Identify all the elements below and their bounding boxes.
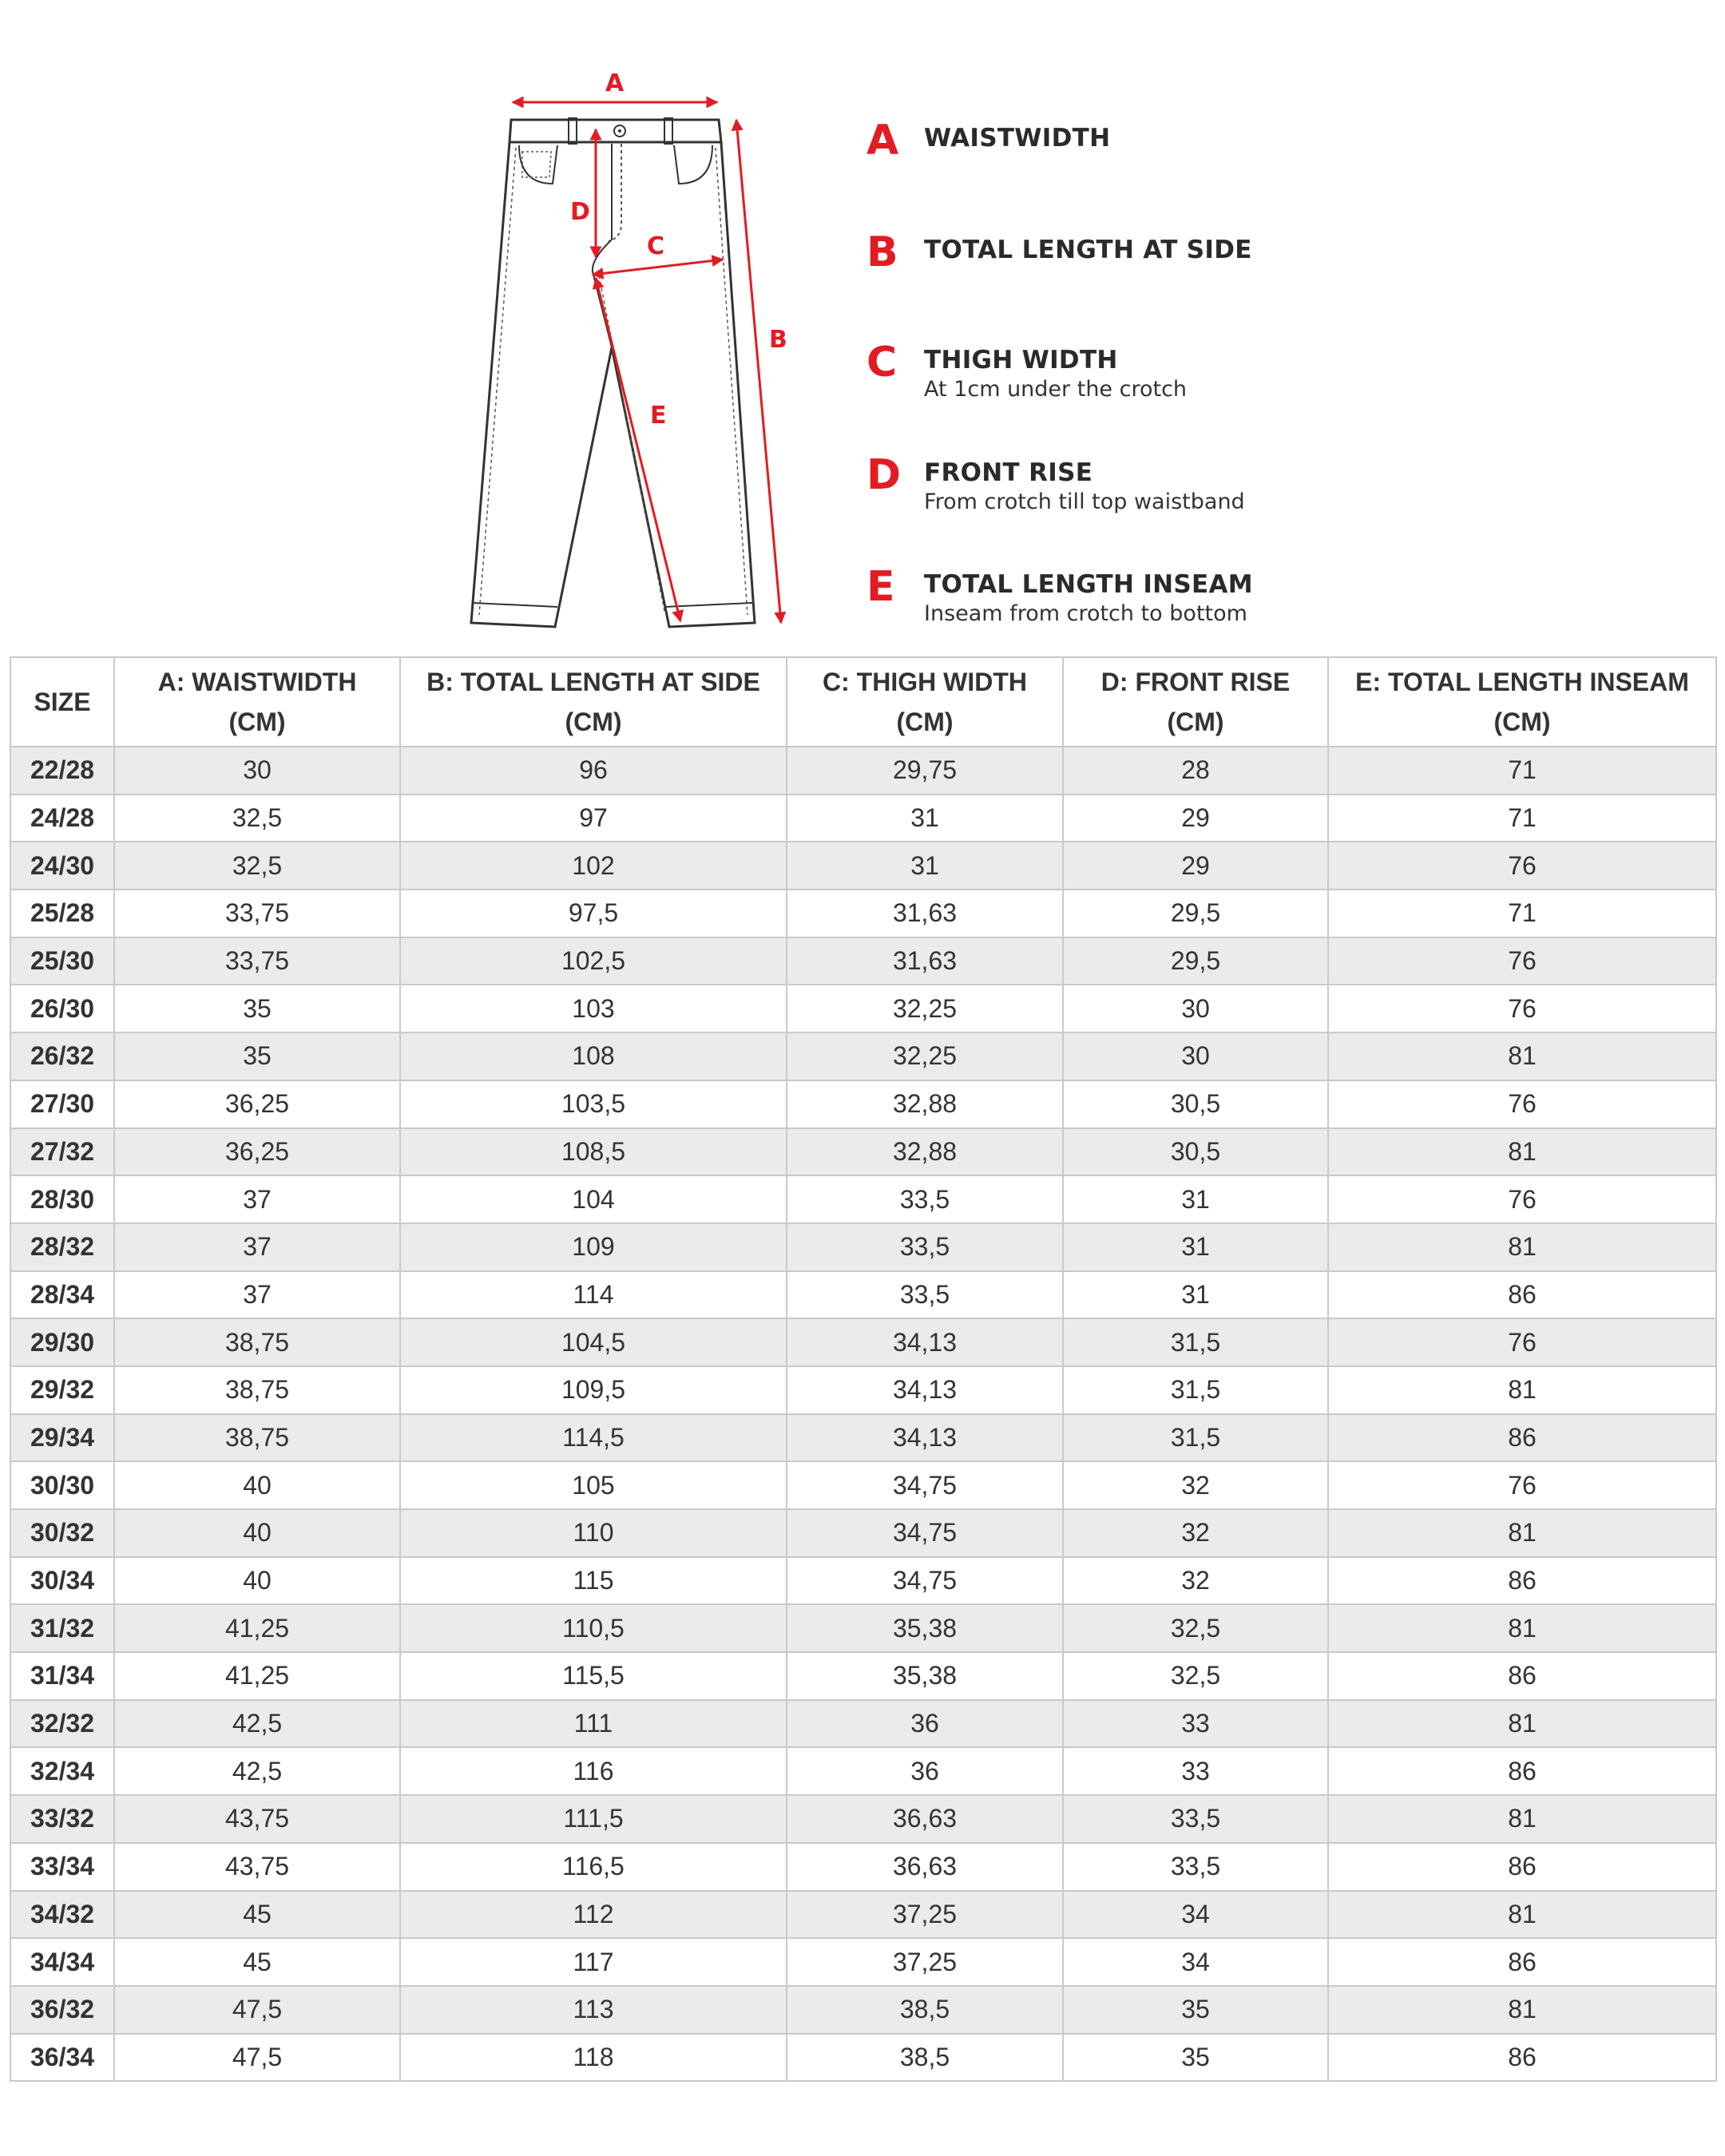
table-row <box>10 747 1716 795</box>
cell-length-inseam: 86 <box>1328 1843 1716 1891</box>
table-row <box>10 1843 1716 1891</box>
cell-thigh-width: 34,13 <box>787 1366 1063 1414</box>
cell-front-rise: 29,5 <box>1063 937 1328 985</box>
cell-front-rise: 30 <box>1063 985 1328 1032</box>
cell-size: 32/32 <box>10 1700 114 1748</box>
table-row <box>10 1938 1716 1986</box>
cell-waistwidth: 38,75 <box>114 1414 400 1462</box>
cell-waistwidth: 38,75 <box>114 1366 400 1414</box>
cell-waistwidth: 36,25 <box>114 1128 400 1176</box>
cell-length-inseam: 81 <box>1328 1986 1716 2034</box>
table-row <box>10 985 1716 1032</box>
cell-waistwidth: 32,5 <box>114 795 400 842</box>
header-thigh-width: C: THIGH WIDTH (CM) <box>787 657 1063 747</box>
table-row <box>10 1032 1716 1080</box>
cell-front-rise: 31 <box>1063 1271 1328 1319</box>
cell-length-inseam: 81 <box>1328 1509 1716 1557</box>
cell-length-side: 104,5 <box>400 1318 787 1366</box>
cell-length-inseam: 71 <box>1328 795 1716 842</box>
table-row <box>10 1891 1716 1939</box>
legend-letter: D <box>866 451 902 499</box>
cell-size: 28/34 <box>10 1271 114 1319</box>
cell-front-rise: 29 <box>1063 842 1328 890</box>
cell-front-rise: 32,5 <box>1063 1652 1328 1700</box>
cell-size: 33/32 <box>10 1795 114 1843</box>
cell-size: 29/32 <box>10 1366 114 1414</box>
cell-waistwidth: 40 <box>114 1557 400 1605</box>
cell-thigh-width: 35,38 <box>787 1652 1063 1700</box>
legend-item-b <box>866 228 1252 276</box>
cell-front-rise: 30 <box>1063 1032 1328 1080</box>
cell-size: 26/30 <box>10 985 114 1032</box>
table-row <box>10 1223 1716 1271</box>
cell-length-side: 114,5 <box>400 1414 787 1462</box>
cell-waistwidth: 37 <box>114 1271 400 1319</box>
cell-size: 25/28 <box>10 890 114 937</box>
cell-length-side: 116 <box>400 1747 787 1795</box>
cell-waistwidth: 40 <box>114 1509 400 1557</box>
cell-front-rise: 31,5 <box>1063 1366 1328 1414</box>
cell-waistwidth: 33,75 <box>114 890 400 937</box>
cell-front-rise: 33 <box>1063 1747 1328 1795</box>
legend-title: FRONT RISE <box>924 458 1093 487</box>
legend-item-d <box>866 451 1245 517</box>
cell-length-inseam: 86 <box>1328 1938 1716 1986</box>
cell-length-side: 102,5 <box>400 937 787 985</box>
cell-length-inseam: 86 <box>1328 2034 1716 2082</box>
cell-size: 27/32 <box>10 1128 114 1176</box>
cell-size: 28/30 <box>10 1175 114 1223</box>
cell-waistwidth: 37 <box>114 1223 400 1271</box>
cell-length-side: 108 <box>400 1032 787 1080</box>
cell-front-rise: 33,5 <box>1063 1843 1328 1891</box>
header-length-inseam: E: TOTAL LENGTH INSEAM (CM) <box>1328 657 1716 747</box>
cell-size: 29/34 <box>10 1414 114 1462</box>
cell-size: 34/34 <box>10 1938 114 1986</box>
cell-length-side: 104 <box>400 1175 787 1223</box>
cell-length-inseam: 81 <box>1328 1032 1716 1080</box>
cell-front-rise: 31 <box>1063 1223 1328 1271</box>
cell-length-inseam: 81 <box>1328 1128 1716 1176</box>
cell-length-inseam: 81 <box>1328 1795 1716 1843</box>
cell-front-rise: 30,5 <box>1063 1080 1328 1128</box>
dimension-letter-e: E <box>650 402 667 430</box>
cell-size: 28/32 <box>10 1223 114 1271</box>
cell-length-inseam: 81 <box>1328 1223 1716 1271</box>
cell-front-rise: 35 <box>1063 2034 1328 2082</box>
cell-front-rise: 29,5 <box>1063 890 1328 937</box>
cell-size: 33/34 <box>10 1843 114 1891</box>
cell-size: 30/30 <box>10 1461 114 1509</box>
table-row <box>10 1747 1716 1795</box>
cell-thigh-width: 32,88 <box>787 1128 1063 1176</box>
table-row <box>10 1366 1716 1414</box>
table-header-row <box>10 657 1716 747</box>
cell-waistwidth: 38,75 <box>114 1318 400 1366</box>
cell-thigh-width: 37,25 <box>787 1938 1063 1986</box>
cell-length-side: 102 <box>400 842 787 890</box>
cell-length-inseam: 76 <box>1328 1318 1716 1366</box>
cell-length-side: 113 <box>400 1986 787 2034</box>
cell-length-side: 118 <box>400 2034 787 2082</box>
cell-front-rise: 31,5 <box>1063 1318 1328 1366</box>
cell-waistwidth: 42,5 <box>114 1747 400 1795</box>
cell-waistwidth: 47,5 <box>114 2034 400 2082</box>
cell-length-side: 116,5 <box>400 1843 787 1891</box>
cell-front-rise: 32,5 <box>1063 1604 1328 1652</box>
size-chart-table <box>10 656 1717 2082</box>
cell-length-side: 114 <box>400 1271 787 1319</box>
cell-thigh-width: 31,63 <box>787 890 1063 937</box>
cell-length-inseam: 86 <box>1328 1652 1716 1700</box>
cell-waistwidth: 36,25 <box>114 1080 400 1128</box>
cell-length-inseam: 86 <box>1328 1271 1716 1319</box>
cell-thigh-width: 29,75 <box>787 747 1063 795</box>
cell-thigh-width: 32,25 <box>787 985 1063 1032</box>
cell-length-side: 103 <box>400 985 787 1032</box>
table-row <box>10 842 1716 890</box>
cell-waistwidth: 45 <box>114 1938 400 1986</box>
cell-thigh-width: 36 <box>787 1747 1063 1795</box>
cell-waistwidth: 43,75 <box>114 1795 400 1843</box>
cell-length-inseam: 81 <box>1328 1366 1716 1414</box>
cell-thigh-width: 38,5 <box>787 1986 1063 2034</box>
cell-length-side: 109 <box>400 1223 787 1271</box>
cell-length-inseam: 76 <box>1328 1080 1716 1128</box>
cell-front-rise: 32 <box>1063 1461 1328 1509</box>
cell-length-side: 97,5 <box>400 890 787 937</box>
cell-thigh-width: 34,13 <box>787 1414 1063 1462</box>
table-row <box>10 1652 1716 1700</box>
legend-title: THIGH WIDTH <box>924 346 1118 375</box>
cell-size: 36/32 <box>10 1986 114 2034</box>
cell-length-side: 111 <box>400 1700 787 1748</box>
cell-length-side: 115 <box>400 1557 787 1605</box>
cell-size: 24/30 <box>10 842 114 890</box>
cell-front-rise: 28 <box>1063 747 1328 795</box>
cell-length-inseam: 86 <box>1328 1557 1716 1605</box>
cell-thigh-width: 35,38 <box>787 1604 1063 1652</box>
cell-length-inseam: 76 <box>1328 937 1716 985</box>
cell-waistwidth: 45 <box>114 1891 400 1939</box>
legend-item-c <box>866 339 1188 404</box>
cell-thigh-width: 32,25 <box>787 1032 1063 1080</box>
header-front-rise: D: FRONT RISE (CM) <box>1063 657 1328 747</box>
cell-size: 25/30 <box>10 937 114 985</box>
cell-size: 34/32 <box>10 1891 114 1939</box>
cell-length-inseam: 81 <box>1328 1700 1716 1748</box>
legend-item-e <box>866 563 1253 628</box>
cell-length-inseam: 71 <box>1328 747 1716 795</box>
jeans-outline-icon <box>455 72 807 647</box>
cell-thigh-width: 33,5 <box>787 1223 1063 1271</box>
cell-length-side: 103,5 <box>400 1080 787 1128</box>
cell-length-side: 115,5 <box>400 1652 787 1700</box>
cell-length-inseam: 71 <box>1328 890 1716 937</box>
legend-letter: E <box>866 563 895 611</box>
cell-thigh-width: 34,75 <box>787 1509 1063 1557</box>
table-row <box>10 1604 1716 1652</box>
cell-thigh-width: 37,25 <box>787 1891 1063 1939</box>
cell-thigh-width: 33,5 <box>787 1175 1063 1223</box>
legend-letter: A <box>866 117 899 164</box>
cell-waistwidth: 32,5 <box>114 842 400 890</box>
cell-length-inseam: 86 <box>1328 1414 1716 1462</box>
header-size: SIZE <box>10 657 114 747</box>
cell-thigh-width: 36,63 <box>787 1795 1063 1843</box>
cell-waistwidth: 30 <box>114 747 400 795</box>
cell-size: 27/30 <box>10 1080 114 1128</box>
table-row <box>10 1700 1716 1748</box>
cell-waistwidth: 37 <box>114 1175 400 1223</box>
cell-size: 36/34 <box>10 2034 114 2082</box>
cell-waistwidth: 47,5 <box>114 1986 400 2034</box>
jeans-measurement-diagram <box>455 72 807 647</box>
cell-front-rise: 29 <box>1063 795 1328 842</box>
cell-waistwidth: 42,5 <box>114 1700 400 1748</box>
cell-front-rise: 33,5 <box>1063 1795 1328 1843</box>
cell-length-inseam: 76 <box>1328 842 1716 890</box>
table-row <box>10 1795 1716 1843</box>
legend-title: TOTAL LENGTH INSEAM <box>924 570 1253 599</box>
cell-waistwidth: 33,75 <box>114 937 400 985</box>
cell-length-inseam: 76 <box>1328 1175 1716 1223</box>
table-row <box>10 1175 1716 1223</box>
cell-size: 29/30 <box>10 1318 114 1366</box>
cell-size: 31/34 <box>10 1652 114 1700</box>
cell-thigh-width: 38,5 <box>787 2034 1063 2082</box>
cell-waistwidth: 41,25 <box>114 1604 400 1652</box>
cell-length-inseam: 86 <box>1328 1747 1716 1795</box>
cell-size: 24/28 <box>10 795 114 842</box>
cell-front-rise: 31,5 <box>1063 1414 1328 1462</box>
cell-length-side: 111,5 <box>400 1795 787 1843</box>
cell-waistwidth: 40 <box>114 1461 400 1509</box>
cell-length-inseam: 76 <box>1328 985 1716 1032</box>
cell-thigh-width: 36 <box>787 1700 1063 1748</box>
cell-thigh-width: 36,63 <box>787 1843 1063 1891</box>
table-row <box>10 1986 1716 2034</box>
header-waistwidth: A: WAISTWIDTH (CM) <box>114 657 400 747</box>
header-length-side: B: TOTAL LENGTH AT SIDE (CM) <box>400 657 787 747</box>
table-row <box>10 795 1716 842</box>
legend-letter: B <box>866 228 898 276</box>
cell-thigh-width: 31,63 <box>787 937 1063 985</box>
table-row <box>10 937 1716 985</box>
cell-thigh-width: 31 <box>787 795 1063 842</box>
table-row <box>10 1461 1716 1509</box>
cell-front-rise: 32 <box>1063 1557 1328 1605</box>
cell-length-side: 112 <box>400 1891 787 1939</box>
cell-front-rise: 31 <box>1063 1175 1328 1223</box>
cell-front-rise: 34 <box>1063 1891 1328 1939</box>
cell-front-rise: 30,5 <box>1063 1128 1328 1176</box>
legend-subtitle: Inseam from crotch to bottom <box>924 601 1247 626</box>
cell-length-side: 117 <box>400 1938 787 1986</box>
cell-thigh-width: 32,88 <box>787 1080 1063 1128</box>
cell-front-rise: 33 <box>1063 1700 1328 1748</box>
table-row <box>10 1509 1716 1557</box>
cell-size: 22/28 <box>10 747 114 795</box>
cell-thigh-width: 34,13 <box>787 1318 1063 1366</box>
cell-length-side: 97 <box>400 795 787 842</box>
cell-size: 26/32 <box>10 1032 114 1080</box>
cell-size: 30/32 <box>10 1509 114 1557</box>
cell-length-side: 109,5 <box>400 1366 787 1414</box>
cell-length-side: 110 <box>400 1509 787 1557</box>
dimension-letter-d: D <box>570 198 590 226</box>
cell-length-inseam: 81 <box>1328 1891 1716 1939</box>
cell-length-inseam: 76 <box>1328 1461 1716 1509</box>
table-row <box>10 1557 1716 1605</box>
cell-length-side: 110,5 <box>400 1604 787 1652</box>
legend-subtitle: From crotch till top waistband <box>924 489 1245 514</box>
table-row <box>10 2034 1716 2082</box>
legend-letter: C <box>866 339 898 386</box>
cell-length-side: 105 <box>400 1461 787 1509</box>
cell-thigh-width: 31 <box>787 842 1063 890</box>
cell-waistwidth: 35 <box>114 985 400 1032</box>
cell-length-side: 96 <box>400 747 787 795</box>
cell-front-rise: 35 <box>1063 1986 1328 2034</box>
legend-title: TOTAL LENGTH AT SIDE <box>924 236 1252 264</box>
legend-title: WAISTWIDTH <box>924 124 1111 153</box>
cell-waistwidth: 43,75 <box>114 1843 400 1891</box>
table-row <box>10 1414 1716 1462</box>
dimension-letter-a: A <box>605 72 625 97</box>
cell-waistwidth: 35 <box>114 1032 400 1080</box>
dimension-letter-b: B <box>769 326 787 354</box>
dimension-letter-c: C <box>647 232 665 260</box>
size-chart-table-container <box>10 656 1715 2082</box>
legend-item-a <box>866 117 1111 164</box>
cell-front-rise: 34 <box>1063 1938 1328 1986</box>
legend-subtitle: At 1cm under the crotch <box>924 377 1188 402</box>
table-row <box>10 1271 1716 1319</box>
cell-thigh-width: 33,5 <box>787 1271 1063 1319</box>
cell-thigh-width: 34,75 <box>787 1461 1063 1509</box>
table-row <box>10 1080 1716 1128</box>
cell-size: 31/32 <box>10 1604 114 1652</box>
cell-length-side: 108,5 <box>400 1128 787 1176</box>
table-row <box>10 890 1716 937</box>
table-row <box>10 1128 1716 1176</box>
cell-waistwidth: 41,25 <box>114 1652 400 1700</box>
cell-front-rise: 32 <box>1063 1509 1328 1557</box>
cell-length-inseam: 81 <box>1328 1604 1716 1652</box>
table-row <box>10 1318 1716 1366</box>
cell-size: 32/34 <box>10 1747 114 1795</box>
cell-size: 30/34 <box>10 1557 114 1605</box>
cell-thigh-width: 34,75 <box>787 1557 1063 1605</box>
